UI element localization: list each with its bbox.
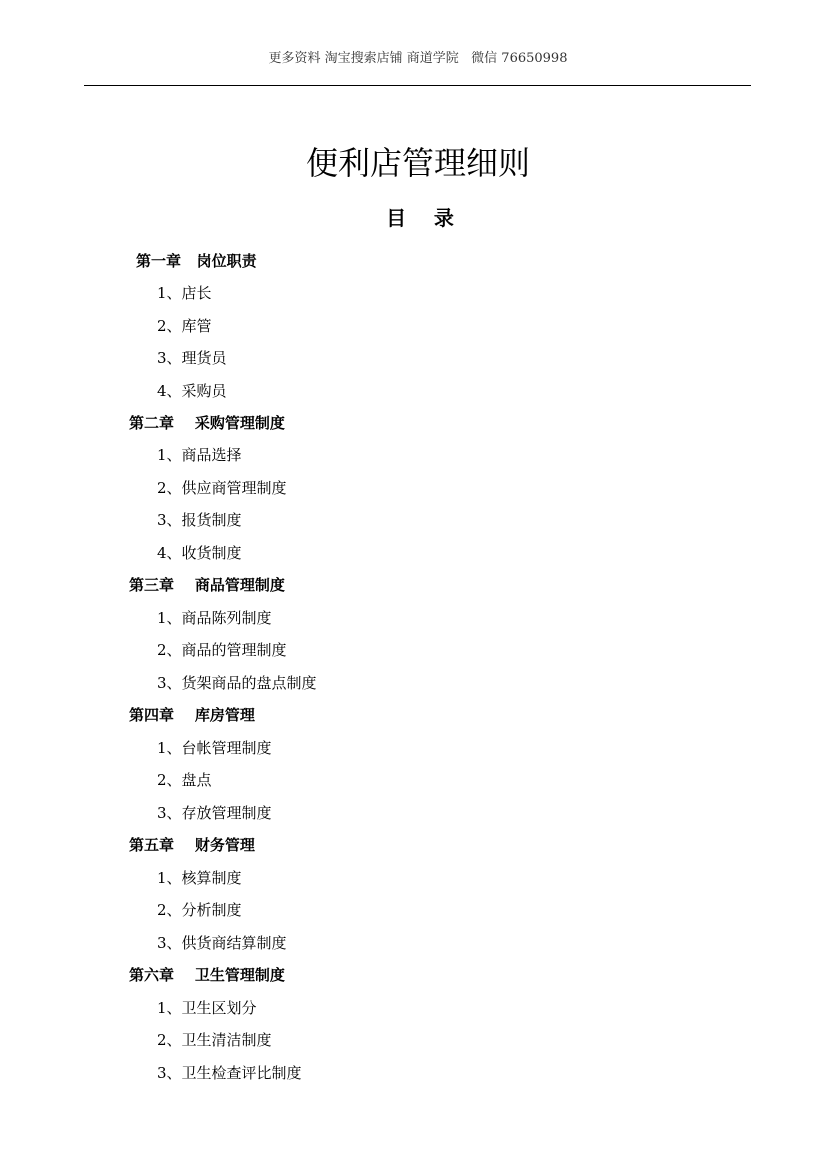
- toc-item: 3、报货制度: [157, 511, 242, 529]
- toc-item: 1、店长: [157, 284, 212, 302]
- toc-item: 1、台帐管理制度: [157, 739, 272, 757]
- toc-item: 1、卫生区划分: [157, 999, 257, 1017]
- toc-item: 3、卫生检查评比制度: [157, 1064, 302, 1082]
- toc-item: 2、库管: [157, 317, 212, 335]
- document-title: 便利店管理细则: [305, 144, 530, 182]
- toc-chapter-3: 第三章 商品管理制度: [129, 576, 285, 594]
- toc-chapter-1: 第一章 岗位职责: [136, 252, 257, 270]
- toc-item: 1、商品陈列制度: [157, 609, 272, 627]
- toc-item: 3、理货员: [157, 349, 227, 367]
- toc-item: 1、核算制度: [157, 869, 242, 887]
- toc-item: 4、采购员: [157, 382, 227, 400]
- toc-item: 2、分析制度: [157, 901, 242, 919]
- toc-heading: 目 录: [386, 206, 454, 230]
- toc-item: 2、供应商管理制度: [157, 479, 287, 497]
- toc-chapter-2: 第二章 采购管理制度: [129, 414, 285, 432]
- toc-item: 2、盘点: [157, 771, 212, 789]
- toc-chapter-6: 第六章 卫生管理制度: [129, 966, 285, 984]
- header-divider: [84, 85, 751, 86]
- toc-item: 3、供货商结算制度: [157, 934, 287, 952]
- toc-chapter-5: 第五章 财务管理: [129, 836, 255, 854]
- toc-item: 1、商品选择: [157, 446, 242, 464]
- toc-item: 4、收货制度: [157, 544, 242, 562]
- toc-item: 2、卫生清洁制度: [157, 1031, 272, 1049]
- page-header: 更多资料 淘宝搜索店铺 商道学院 微信 76650998: [268, 51, 568, 66]
- toc-item: 3、货架商品的盘点制度: [157, 674, 317, 692]
- toc-chapter-4: 第四章 库房管理: [129, 706, 255, 724]
- toc-item: 2、商品的管理制度: [157, 641, 287, 659]
- toc-item: 3、存放管理制度: [157, 804, 272, 822]
